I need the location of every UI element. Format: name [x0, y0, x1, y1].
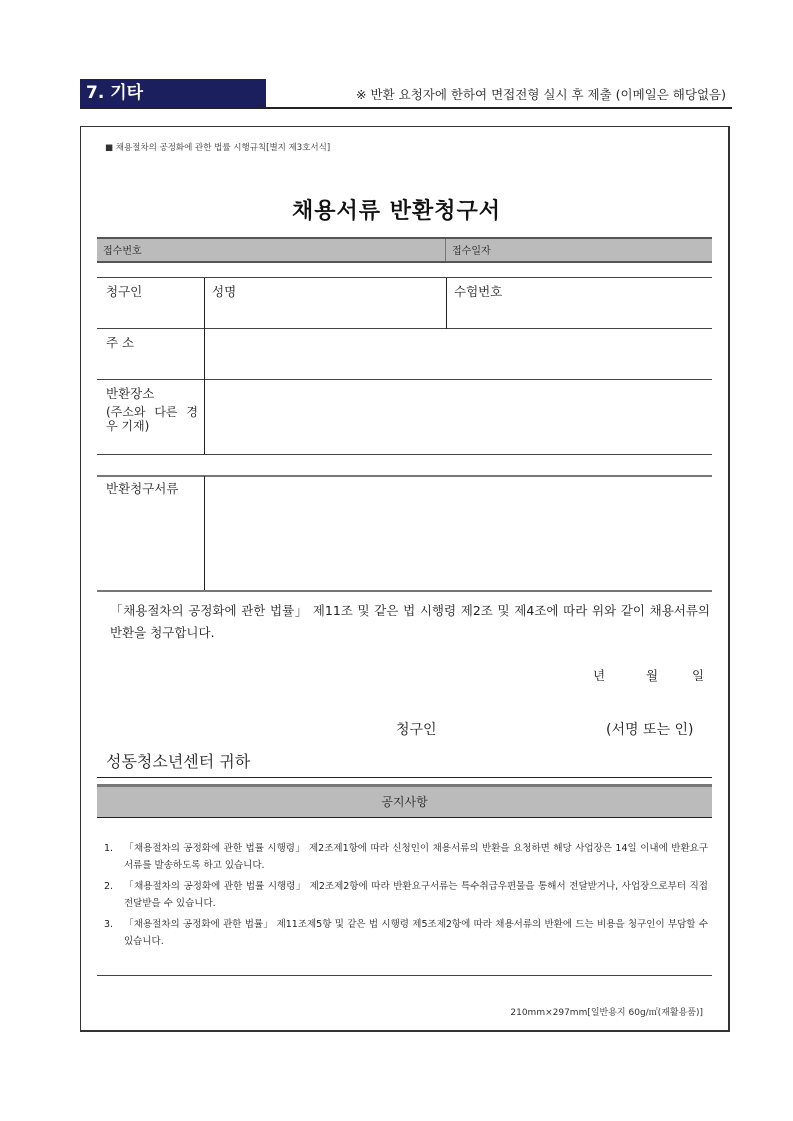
label-column-divider: [204, 278, 205, 454]
name-field[interactable]: [206, 298, 444, 326]
name-exam-divider: [446, 278, 447, 329]
notice-number: 2.: [104, 881, 114, 892]
row-divider-2: [97, 379, 712, 380]
notice-title: 공지사항: [381, 795, 428, 809]
address-field[interactable]: [206, 330, 710, 378]
claimant-label: 청구인: [106, 284, 143, 299]
notice-text: 「채용절차의 공정화에 관한 법률 시행령」 제2조제1항에 따라 신청인이 채용서류의 반환을 요청하면 해당 사업장은 14일 이내에 반환요구서류를 발송하도록 하고 있습니다.: [124, 843, 708, 871]
claimant-bottom-border: [97, 454, 712, 455]
notice-item: [104, 840, 708, 874]
notice-number: 1.: [104, 843, 114, 854]
documents-divider: [204, 476, 205, 590]
receipt-number-label: 접수번호: [103, 246, 142, 257]
notice-list: [104, 840, 708, 954]
recipient-underline: [97, 777, 712, 778]
address-label: 주 소: [106, 335, 135, 350]
signer-label: 청구인: [396, 722, 437, 738]
documents-bottom-border: [97, 590, 712, 592]
date-day-label: 일: [692, 668, 705, 683]
notice-number: 3.: [104, 919, 114, 930]
return-place-label: 반환장소: [106, 386, 155, 401]
return-place-field[interactable]: [206, 381, 710, 453]
receipt-date-label: 접수일자: [452, 246, 491, 257]
notice-bottom-border: [97, 975, 712, 976]
exam-number-field[interactable]: [448, 298, 710, 326]
row-divider-1: [97, 328, 712, 329]
return-place-note: (주소와 다른 경우 기재): [106, 405, 198, 433]
section-header: [80, 79, 732, 109]
documents-label: 반환청구서류: [106, 481, 179, 496]
exam-number-label: 수험번호: [454, 284, 503, 299]
receipt-bar: [97, 237, 712, 263]
rule-reference: ■ 채용절차의 공정화에 관한 법률 시행규칙[별지 제3호서식]: [105, 143, 331, 153]
signature-label: (서명 또는 인): [606, 722, 694, 738]
name-label: 성명: [212, 284, 237, 299]
notice-text: 「채용절차의 공정화에 관한 법률」 제11조제5항 및 같은 법 시행령 제5조제2항에 따라 채용서류의 반환에 드는 비용을 청구인이 부담할 수 있습니다.: [124, 919, 708, 947]
form-title: 채용서류 반환청구서: [292, 199, 501, 224]
notice-text: 「채용절차의 공정화에 관한 법률 시행령」 제2조제2항에 따라 반환요구서류는 특수취급우편물을 통해서 전달받거나, 사업장으로부터 직접 전달받을 수 있습니다.: [124, 881, 708, 909]
notice-item: [104, 878, 708, 912]
claimant-top-border: [97, 277, 712, 278]
section-note: ※ 반환 요청자에 한하여 면접전형 실시 후 제출 (이메일은 해당없음): [356, 87, 726, 102]
notice-header: [97, 784, 712, 818]
documents-field[interactable]: [206, 477, 710, 589]
paper-spec: 210mm×297mm[일반용지 60g/㎡(재활용품)]: [510, 1008, 703, 1018]
notice-item: [104, 916, 708, 950]
date-month-label: 월: [646, 668, 659, 683]
statement-text: 「채용절차의 공정화에 관한 법률」 제11조 및 같은 법 시행령 제2조 및 제4조에 따라 위와 같이 채용서류의 반환을 청구합니다.: [110, 603, 710, 640]
receipt-divider: [445, 239, 446, 261]
section-title: 7. 기타: [80, 79, 266, 107]
recipient: 성동청소년센터 귀하: [106, 752, 251, 771]
date-year-label: 년: [593, 668, 606, 683]
